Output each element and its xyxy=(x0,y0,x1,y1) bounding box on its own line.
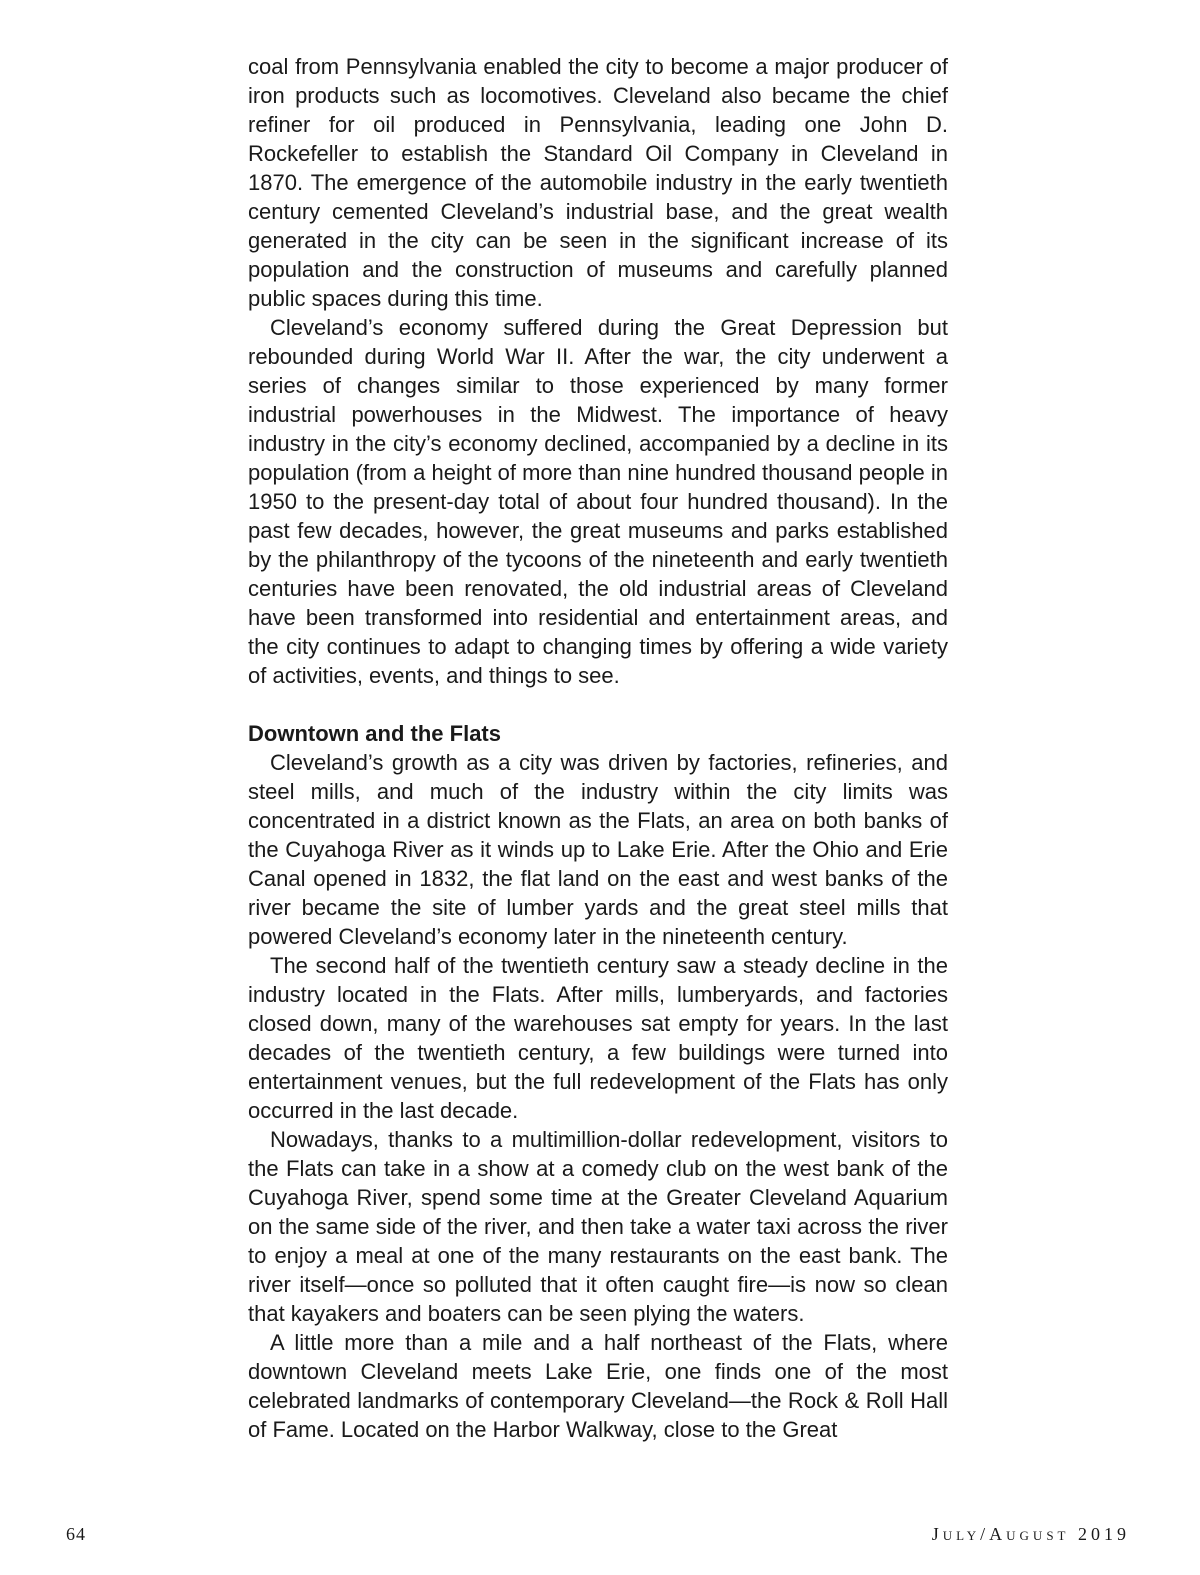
paragraph-intro-1: coal from Pennsylvania enabled the city to become a major producer of iron products such as locomotives. Cleveland also became the chief refiner for oil produced in Pennsylvania, leading one John D. Rockefeller to establish the Standard Oil Company in Cleveland in 1870. The emergence of the automobile industry in the early twentieth century cemented Cleveland’s industrial base, and the great wealth generated in the city can be seen in the significant increase of its population and the construction of museums and carefully planned public spaces during this time. xyxy=(248,54,948,311)
issue-date: July/August 2019 xyxy=(931,1524,1130,1544)
paragraph-section-2: The second half of the twentieth century saw a steady decline in the industry located in the Flats. After mills, lumberyards, and factories closed down, many of the warehouses sat empty for years. In the last decades of the twentieth century, a few buildings were turned into entertainment venues, but the full redevelopment of the Flats has only occurred in the last decade. xyxy=(248,953,948,1123)
paragraph-section-4: A little more than a mile and a half northeast of the Flats, where downtown Cleveland meets Lake Erie, one finds one of the most celebrated landmarks of contemporary Cleveland—the Rock & Roll Hall of Fame. Located on the Harbor Walkway, close to the Great xyxy=(248,1330,948,1442)
paragraph-section-3: Nowadays, thanks to a multimillion-dollar redevelopment, visitors to the Flats can take in a show at a comedy club on the west bank of the Cuyahoga River, spend some time at the Greater Cleveland Aquarium on the same side of the river, and then take a water taxi across the river to enjoy a meal at one of the many restaurants on the east bank. The river itself—once so polluted that it often caught fire—is now so clean that kayakers and boaters can be seen plying the waters. xyxy=(248,1127,948,1326)
page-number: 64 xyxy=(66,1524,86,1544)
article-body xyxy=(248,52,948,1444)
paragraph-intro-2: Cleveland’s economy suffered during the Great Depression but rebounded during World War II. After the war, the city underwent a series of changes similar to those experienced by many former industrial powerhouses in the Midwest. The importance of heavy industry in the city’s economy declined, accompanied by a decline in its population (from a height of more than nine hundred thousand people in 1950 to the present-day total of about four hundred thousand). In the past few decades, however, the great museums and parks established by the philanthropy of the tycoons of the nineteenth and early twentieth centuries have been renovated, the old industrial areas of Cleveland have been transformed into residential and entertainment areas, and the city continues to adapt to changing times by offering a wide variety of activities, events, and things to see. xyxy=(248,315,948,688)
paragraph-section-1: Cleveland’s growth as a city was driven by factories, refineries, and steel mills, and much of the industry within the city limits was concentrated in a district known as the Flats, an area on both banks of the Cuyahoga River as it winds up to Lake Erie. After the Ohio and Erie Canal opened in 1832, the flat land on the east and west banks of the river became the site of lumber yards and the great steel mills that powered Cleveland’s economy later in the nineteenth century. xyxy=(248,750,948,949)
page-footer xyxy=(0,1524,1200,1554)
section-heading: Downtown and the Flats xyxy=(248,721,501,746)
